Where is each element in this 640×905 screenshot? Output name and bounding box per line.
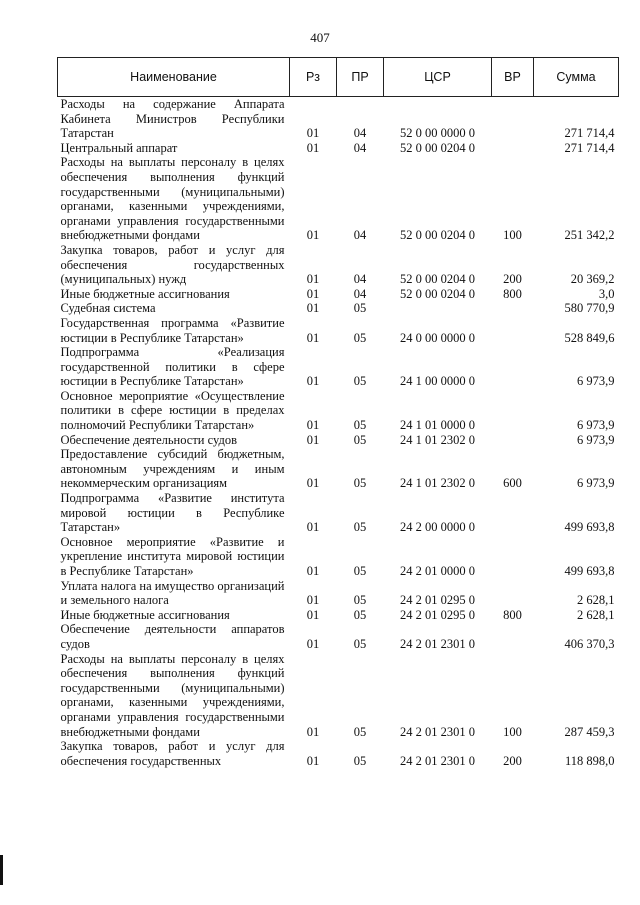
row-sum: 528 849,6 — [564, 330, 615, 345]
row-pr: 05 — [353, 301, 367, 316]
row-pr: 05 — [353, 636, 367, 651]
row-sum: 6 973,9 — [577, 432, 615, 447]
row-name: Расходы на выплаты персоналу в целях обеспечения выполнения функций государственными (муниципальными) органами, казенными учреждениями, органами управления государственными внебюджетными фондами — [60, 651, 285, 739]
header-pr: ПР — [337, 58, 384, 97]
row-pr: 04 — [353, 140, 367, 155]
row-vr — [492, 491, 534, 535]
header-rz: Рз — [290, 58, 337, 97]
table-row — [58, 155, 619, 243]
scan-edge-mark — [0, 855, 3, 885]
row-csr: 24 1 01 2302 0 — [400, 476, 475, 491]
row-sum: 251 342,2 — [564, 228, 615, 243]
row-vr — [492, 345, 534, 389]
table-row — [58, 433, 619, 448]
row-pr: 04 — [353, 228, 367, 243]
row-vr — [492, 301, 534, 316]
row-pr: 05 — [353, 330, 367, 345]
table-row — [58, 301, 619, 316]
row-name: Обеспечение деятельности судов — [60, 432, 237, 447]
row-sum: 3,0 — [598, 286, 615, 301]
row-vr — [492, 97, 534, 141]
row-rz: 01 — [306, 272, 320, 287]
table-row — [58, 97, 619, 141]
row-pr: 05 — [353, 724, 367, 739]
row-rz: 01 — [306, 724, 320, 739]
table-row — [58, 141, 619, 156]
header-name: Наименование — [58, 58, 290, 97]
budget-table — [57, 57, 619, 768]
row-csr: 52 0 00 0204 0 — [400, 286, 475, 301]
row-vr: 200 — [503, 272, 522, 287]
row-csr: 24 2 01 0295 0 — [400, 607, 475, 622]
row-name: Обеспечение деятельности аппаратов судов — [60, 622, 285, 651]
row-csr — [384, 301, 492, 316]
row-csr: 52 0 00 0204 0 — [400, 140, 475, 155]
table-row — [58, 243, 619, 287]
row-name: Подпрограмма «Реализация государственной политики в сфере юстиции в Республике Татарстан» — [60, 345, 285, 389]
row-name: Государственная программа «Развитие юстиции в Республике Татарстан» — [60, 315, 285, 345]
row-csr: 24 2 01 2301 0 — [400, 636, 475, 651]
header-csr: ЦСР — [384, 58, 492, 97]
row-csr: 52 0 00 0204 0 — [400, 272, 475, 287]
row-pr: 04 — [353, 126, 367, 141]
row-name: Закупка товаров, работ и услуг для обеспечения государственных — [60, 739, 285, 768]
table-row — [58, 652, 619, 740]
table-row — [58, 535, 619, 579]
row-name: Центральный аппарат — [60, 140, 178, 155]
row-vr: 200 — [503, 753, 522, 768]
row-pr: 05 — [353, 374, 367, 389]
row-name: Закупка товаров, работ и услуг для обеспечения государственных (муниципальных) нужд — [60, 242, 285, 287]
row-rz: 01 — [306, 418, 320, 433]
row-sum: 499 693,8 — [564, 564, 615, 578]
row-csr: 24 2 01 0295 0 — [400, 593, 475, 608]
row-sum: 6 973,9 — [577, 374, 615, 389]
table-row — [58, 608, 619, 623]
row-vr: 800 — [503, 286, 522, 301]
row-sum: 20 369,2 — [570, 272, 615, 287]
row-name: Уплата налога на имущество организаций и земельного налога — [60, 578, 285, 608]
row-name: Расходы на выплаты персоналу в целях обеспечения выполнения функций государственными (муниципальными) органами, казенными учреждениями, органами управления государственными внебюджетными фондами — [60, 155, 285, 243]
row-pr: 04 — [353, 286, 367, 301]
row-csr: 24 1 00 0000 0 — [400, 374, 475, 389]
row-vr — [492, 622, 534, 651]
row-vr — [492, 433, 534, 448]
table-header-row — [58, 58, 619, 97]
row-sum: 287 459,3 — [564, 724, 615, 739]
row-vr: 600 — [503, 476, 522, 491]
table-row — [58, 345, 619, 389]
table-row — [58, 491, 619, 535]
row-rz: 01 — [306, 228, 320, 243]
row-pr: 05 — [353, 593, 367, 608]
row-name: Расходы на содержание Аппарата Кабинета Министров Республики Татарстан — [60, 97, 285, 141]
row-rz: 01 — [306, 520, 320, 535]
row-csr: 52 0 00 0204 0 — [400, 228, 475, 243]
row-pr: 05 — [353, 564, 367, 578]
row-pr: 05 — [353, 753, 367, 768]
table-row — [58, 316, 619, 345]
row-csr: 24 0 00 0000 0 — [400, 330, 475, 345]
row-pr: 04 — [353, 272, 367, 287]
row-vr — [492, 579, 534, 608]
row-rz: 01 — [306, 476, 320, 491]
row-csr: 24 2 01 0000 0 — [400, 564, 475, 578]
header-vr: ВР — [492, 58, 534, 97]
row-rz: 01 — [306, 593, 320, 608]
row-csr: 24 2 00 0000 0 — [400, 520, 475, 535]
row-vr — [492, 141, 534, 156]
row-sum: 6 973,9 — [577, 418, 615, 433]
row-name: Подпрограмма «Развитие института мировой юстиции в Республике Татарстан» — [60, 491, 285, 535]
row-csr: 24 1 01 2302 0 — [400, 432, 475, 447]
row-sum: 271 714,4 — [564, 126, 615, 141]
row-name: Основное мероприятие «Развитие и укрепление института мировой юстиции в Республике Татарстан» — [60, 534, 285, 578]
row-vr — [492, 316, 534, 345]
row-sum: 2 628,1 — [577, 607, 615, 622]
row-rz: 01 — [306, 286, 320, 301]
table-row — [58, 447, 619, 491]
table-row — [58, 389, 619, 433]
row-vr — [492, 389, 534, 433]
row-pr: 05 — [353, 418, 367, 433]
row-vr: 800 — [503, 607, 522, 622]
row-rz: 01 — [306, 330, 320, 345]
row-name: Предоставление субсидий бюджетным, автономным учреждениям и иным некоммерческим организациям — [60, 447, 285, 491]
row-csr: 24 2 01 2301 0 — [400, 724, 475, 739]
table-row — [58, 579, 619, 608]
row-sum: 499 693,8 — [564, 520, 615, 535]
row-sum: 6 973,9 — [577, 476, 615, 491]
table-row — [58, 622, 619, 651]
page-number: 407 — [310, 30, 330, 45]
row-rz: 01 — [306, 753, 320, 768]
row-sum: 2 628,1 — [577, 593, 615, 608]
row-name: Судебная система — [60, 301, 156, 316]
row-csr: 52 0 00 0000 0 — [400, 126, 475, 141]
row-name: Иные бюджетные ассигнования — [60, 286, 230, 301]
row-rz: 01 — [306, 564, 320, 578]
row-rz: 01 — [306, 432, 320, 447]
row-sum: 406 370,3 — [564, 636, 615, 651]
row-pr: 05 — [353, 607, 367, 622]
row-name: Иные бюджетные ассигнования — [60, 607, 230, 622]
row-rz: 01 — [306, 140, 320, 155]
table-row — [58, 287, 619, 302]
row-rz: 01 — [306, 374, 320, 389]
row-csr: 24 1 01 0000 0 — [400, 418, 475, 433]
row-sum: 580 770,9 — [564, 301, 615, 316]
row-pr: 05 — [353, 476, 367, 491]
row-name: Основное мероприятие «Осуществление политики в сфере юстиции в пределах полномочий Республики Татарстан» — [60, 388, 285, 433]
row-vr — [492, 535, 534, 579]
row-csr: 24 2 01 2301 0 — [400, 753, 475, 768]
row-rz: 01 — [306, 607, 320, 622]
row-vr: 100 — [503, 228, 522, 243]
row-pr: 05 — [353, 432, 367, 447]
row-rz: 01 — [306, 126, 320, 141]
row-sum: 271 714,4 — [564, 140, 615, 155]
row-rz: 01 — [306, 636, 320, 651]
row-rz: 01 — [306, 301, 320, 316]
header-sum: Сумма — [534, 58, 619, 97]
row-pr: 05 — [353, 520, 367, 535]
table-row — [58, 739, 619, 768]
row-vr: 100 — [503, 724, 522, 739]
row-sum: 118 898,0 — [564, 753, 615, 768]
